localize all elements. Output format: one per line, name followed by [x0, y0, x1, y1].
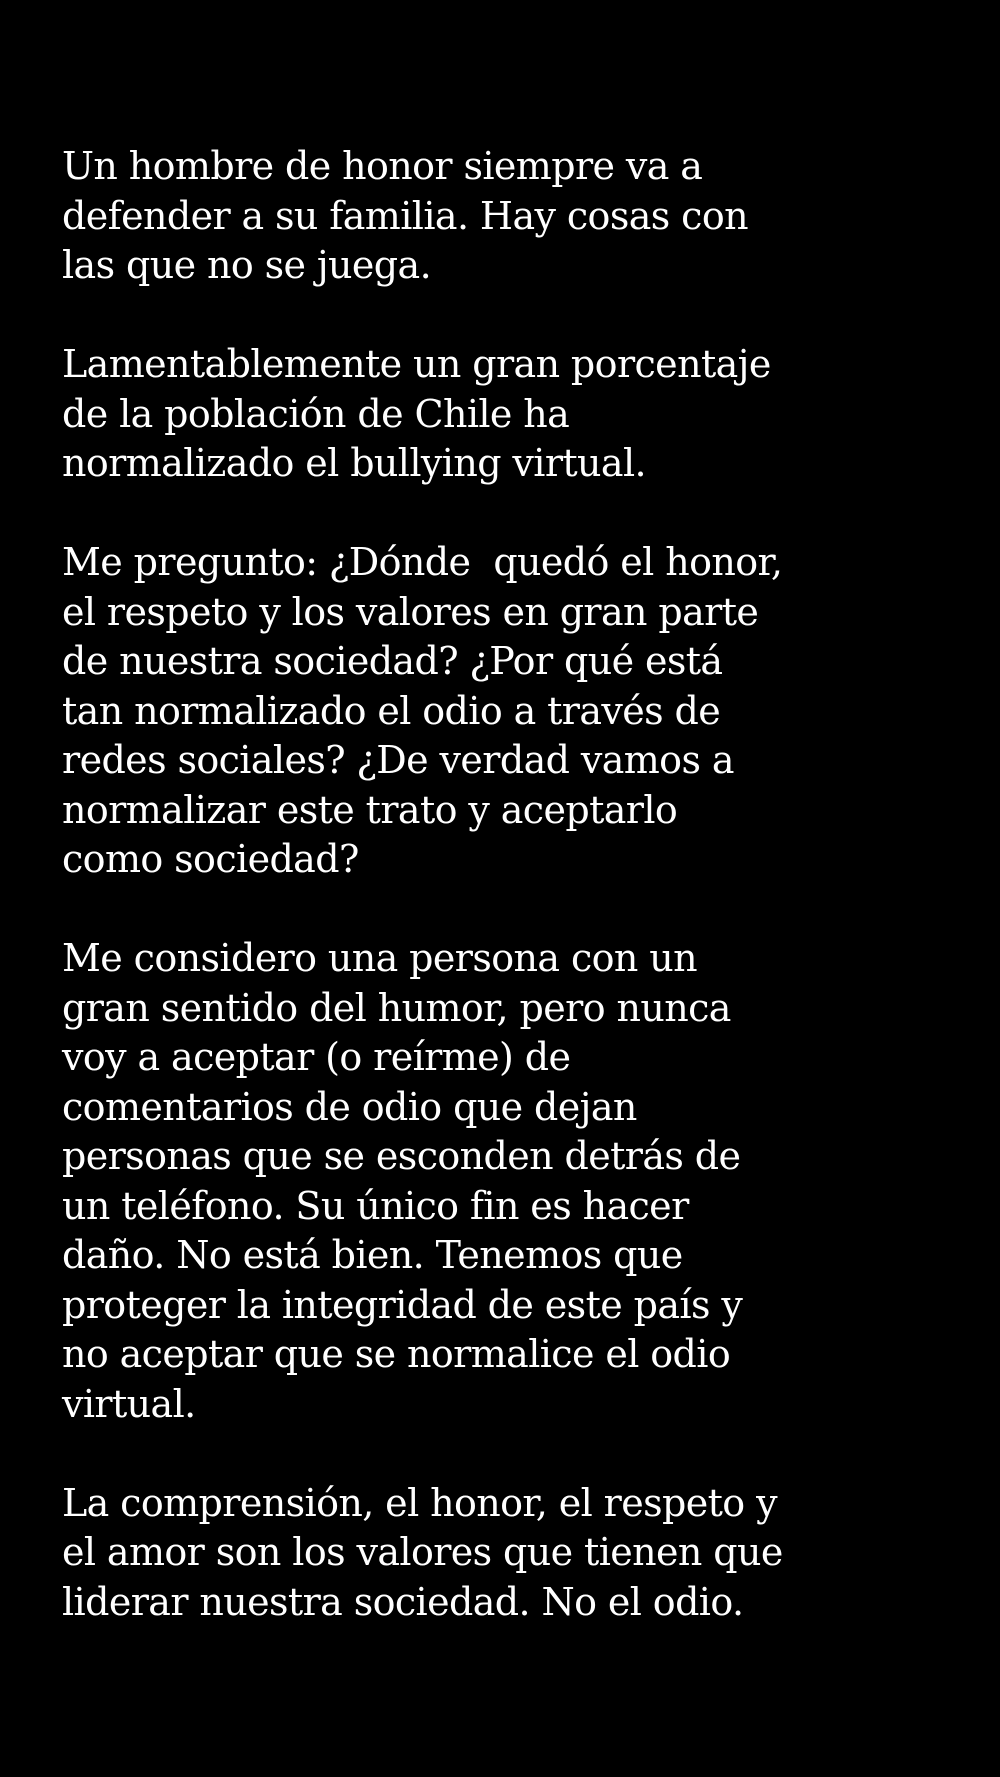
text-line: virtual. — [62, 1381, 196, 1426]
text-line: comentarios de odio que dejan — [62, 1084, 637, 1129]
statement-text — [62, 142, 782, 1627]
text-line: Me pregunto: ¿Dónde quedó el honor, — [62, 540, 783, 584]
text-line: Lamentablemente un gran porcentaje — [62, 342, 771, 386]
text-line: tan normalizado el odio a través de — [62, 688, 721, 733]
text-line: liderar nuestra sociedad. No el odio. — [62, 1579, 744, 1624]
paragraph-humor — [62, 934, 782, 1429]
text-line: el amor son los valores que tienen que — [62, 1530, 783, 1574]
text-line: de nuestra sociedad? ¿Por qué está — [62, 639, 723, 683]
text-line: normalizado el bullying virtual. — [62, 441, 647, 485]
text-line: las que no se juega. — [62, 243, 432, 287]
text-line: de la población de Chile ha — [62, 391, 570, 436]
paragraph-questions — [62, 538, 782, 885]
text-line: La comprensión, el honor, el respeto y — [62, 1480, 777, 1525]
text-line: el respeto y los valores en gran parte — [62, 589, 759, 634]
paragraph-values — [62, 1479, 782, 1628]
text-line: personas que se esconden detrás de — [62, 1134, 741, 1178]
text-line: daño. No está bien. Tenemos que — [62, 1233, 683, 1277]
text-line: Me considero una persona con un — [62, 936, 698, 980]
text-line: normalizar este trato y aceptarlo — [62, 787, 678, 832]
text-line: defender a su familia. Hay cosas con — [62, 193, 748, 238]
text-line: redes sociales? ¿De verdad vamos a — [62, 738, 734, 782]
text-line: voy a aceptar (o reírme) de — [62, 1035, 571, 1079]
text-line: un teléfono. Su único fin es hacer — [62, 1183, 689, 1228]
text-line: no aceptar que se normalice el odio — [62, 1332, 731, 1376]
text-line: proteger la integridad de este país y — [62, 1282, 743, 1327]
paragraph-bullying — [62, 340, 782, 489]
text-line: gran sentido del humor, pero nunca — [62, 985, 731, 1030]
text-line: como sociedad? — [62, 837, 359, 881]
paragraph-honor — [62, 142, 782, 291]
text-line: Un hombre de honor siempre va a — [62, 144, 703, 188]
